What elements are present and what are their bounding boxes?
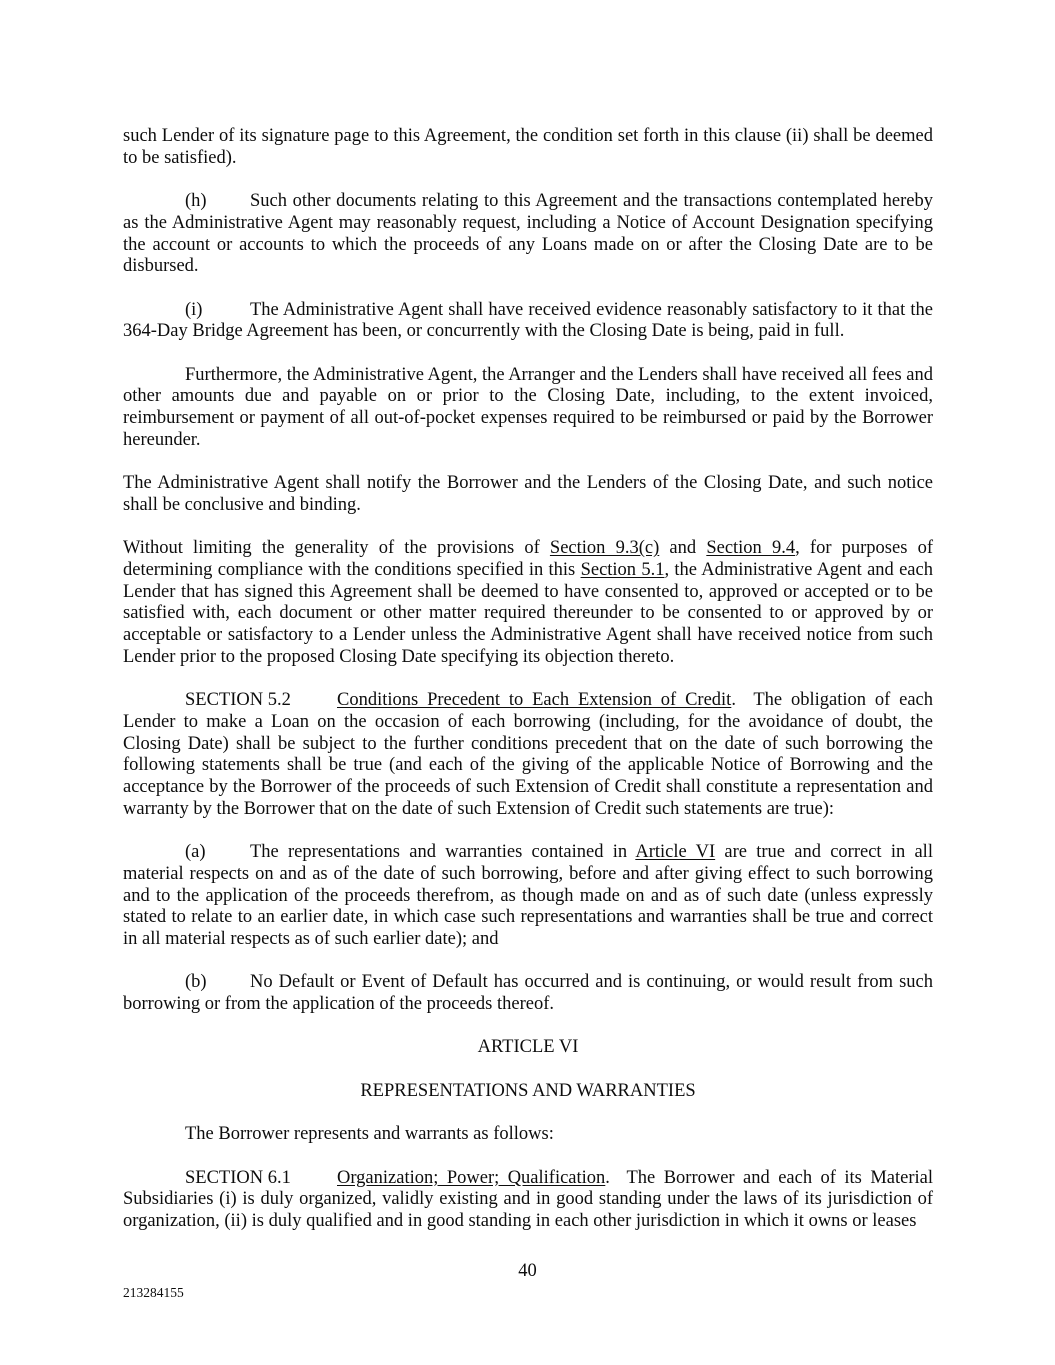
text-run: The representations and warranties contained in	[250, 842, 636, 863]
text-run: , for purposes of determining compliance with the conditions specified in this	[123, 538, 933, 580]
text-run: No Default or Event of Default has occurred and is continuing, or would result from such borrowing or from the application of the proceeds thereof.	[123, 972, 933, 1014]
document-id-footer: 213284155	[123, 1285, 184, 1300]
text-run: The Borrower represents and warrants as follows:	[185, 1124, 554, 1145]
text-run: Without limiting the generality of the provisions of	[123, 538, 550, 559]
document-body	[123, 126, 933, 1233]
continuation-paragraph	[123, 126, 933, 169]
underlined-reference: Section 5.1	[580, 559, 665, 580]
clause-a	[123, 842, 933, 951]
paragraph-label: SECTION 6.1	[185, 1167, 291, 1188]
underlined-reference: Article VI	[635, 842, 716, 863]
underlined-reference: Conditions Precedent to Each Extension of Credit	[337, 690, 732, 711]
text-run: Furthermore, the Administrative Agent, the Arranger and the Lenders shall have received all fees and other amounts due and payable on or prior to the Closing Date, including, to the extent invoiced, reimbursement or payment of all out-of-pocket expenses required to be reimbursed or paid by the Borrower hereunder.	[123, 364, 933, 450]
article-vi-heading	[123, 1037, 933, 1059]
paragraph-label: SECTION 5.2	[185, 690, 291, 711]
clause-h	[123, 191, 933, 278]
text-run: REPRESENTATIONS AND WARRANTIES	[360, 1080, 696, 1101]
underlined-reference: Organization; Power; Qualification	[337, 1167, 606, 1188]
text-run: . The Borrower and each of its Material Subsidiaries (i) is duly organized, validly existing and in good standing under the laws of its jurisdiction of organization, (ii) is duly qualified and in good standing in each other jurisdiction in which it owns or leases	[123, 1167, 933, 1231]
underlined-reference: Section 9.4	[706, 538, 796, 559]
text-run: The Administrative Agent shall notify the Borrower and the Lenders of the Closing Date, and such notice shall be conclusive and binding.	[123, 473, 933, 515]
text-run: such Lender of its signature page to this Agreement, the condition set forth in this clause (ii) shall be deemed to be satisfied).	[123, 126, 933, 168]
underlined-reference: Section 9.3(c)	[549, 538, 660, 559]
text-run: and	[659, 538, 707, 559]
representations-warranties-heading	[123, 1081, 933, 1103]
paragraph-label: (i)	[185, 299, 203, 320]
clause-b	[123, 972, 933, 1015]
clause-i	[123, 300, 933, 343]
section-6-1-paragraph	[123, 1168, 933, 1233]
page-number: 40	[518, 1261, 537, 1281]
paragraph-label: (b)	[185, 972, 207, 993]
section-5-2-paragraph	[123, 690, 933, 820]
text-run: The Administrative Agent shall have received evidence reasonably satisfactory to it that the 364-Day Bridge Agreement has been, or concurrently with the Closing Date is being, paid in full.	[123, 299, 933, 342]
text-run: , the Administrative Agent and each Lender that has signed this Agreement shall be deemed to have consented to, approved or accepted or to be satisfied with, each document or other matter required thereunder to be consented to or approved by or acceptable or satisfactory to a Lender unless the Administrative Agent shall have received notice from such Lender prior to the proposed Closing Date specifying its objection thereto.	[123, 559, 933, 667]
without-limiting-paragraph	[123, 538, 933, 668]
paragraph-label: (a)	[185, 842, 206, 863]
closing-date-notice-paragraph	[123, 473, 933, 516]
text-run: are true and correct in all material respects on and as of the date of such borrowing, before and after giving effect to such borrowing and to the application of the proceeds therefrom, as though made on and as of such date (unless expressly stated to relate to an earlier date, in which case such representations and warranties shall be true and correct in all material respects as of such earlier date); and	[123, 842, 933, 949]
paragraph-label: (h)	[185, 191, 207, 212]
text-run: . The obligation of each Lender to make a Loan on the occasion of each borrowing (including, for the avoidance of doubt, the Closing Date) shall be subject to the further conditions precedent that on the date of such borrowing the following statements shall be true (and each of the giving of the applicable Notice of Borrowing and the acceptance by the Borrower of the proceeds of such Extension of Credit shall constitute a representation and warranty by the Borrower that on the date of such Extension of Credit such statements are true):	[123, 690, 933, 819]
text-run: Such other documents relating to this Agreement and the transactions contemplated hereby as the Administrative Agent may reasonably request, including a Notice of Account Designation specifying the account or accounts to which the proceeds of any Loans made on or after the Closing Date are to be disbursed.	[123, 191, 933, 277]
fees-paragraph	[123, 365, 933, 452]
text-run: ARTICLE VI	[477, 1037, 579, 1058]
borrower-represents-lead-in	[123, 1124, 933, 1146]
